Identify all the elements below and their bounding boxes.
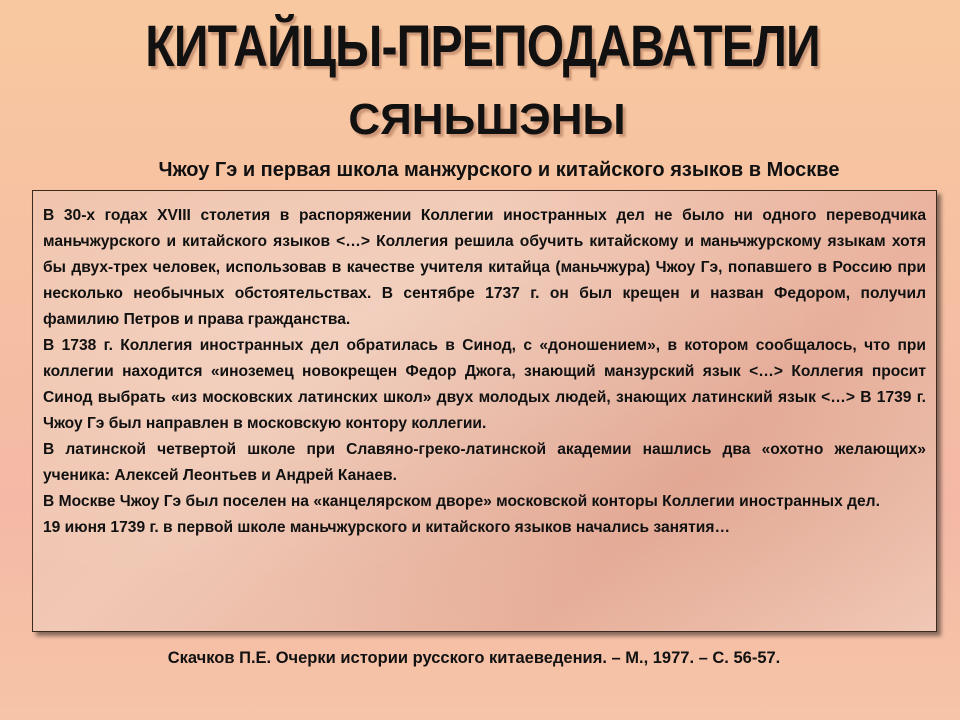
- text-panel: [32, 190, 937, 632]
- paragraph-2: В 1738 г. Коллегия иностранных дел обратилась в Синод, с «доношением», в котором сообщалось, что при коллегии находится «иноземец новокрещен Федор Джога, знающий манзурский язык <…> Коллегия просит Синод выбрать «из московских латинских школ» двух молодых людей, знающих латинский язык <…> В 1739 г. Чжоу Гэ был направлен в московскую контору коллегии.: [43, 337, 926, 432]
- paragraph-5: 19 июня 1739 г. в первой школе маньчжурского и китайского языков начались занятия…: [43, 519, 731, 536]
- citation: Скачков П.Е. Очерки истории русского китаеведения. – М., 1977. – С. 56-57.: [167, 649, 781, 667]
- slide-heading: Чжоу Гэ и первая школа манжурского и китайского языков в Москве: [158, 159, 840, 181]
- paragraph-1: В 30-х годах XVIII столетия в распоряжении Коллегии иностранных дел не было ни одного переводчика маньчжурского и китайского языков <…> Коллегия решила обучить китайскому и маньчжурскому языкам хотя бы двух-трех человек, использовав в качестве учителя китайца (маньчжура) Чжоу Гэ, попавшего в Россию при несколько необычных обстоятельствах. В сентябре 1737 г. он был крещен и назван Федором, получил фамилию Петров и права гражданства.: [43, 207, 926, 328]
- slide-subtitle: СЯНЬШЭНЫ: [348, 95, 626, 144]
- slide-title-text: КИТАЙЦЫ-ПРЕПОДАВАТЕЛИ: [145, 14, 820, 79]
- paragraph-3: В латинской четвертой школе при Славяно-греко-латинской академии нашлись два «охотно желающих» ученика: Алексей Леонтьев и Андрей Канаев.: [43, 441, 926, 484]
- slide-title: [84, 12, 881, 82]
- paragraph-4: В Москве Чжоу Гэ был поселен на «канцелярском дворе» московской конторы Коллегии иностранных дел.: [43, 493, 880, 510]
